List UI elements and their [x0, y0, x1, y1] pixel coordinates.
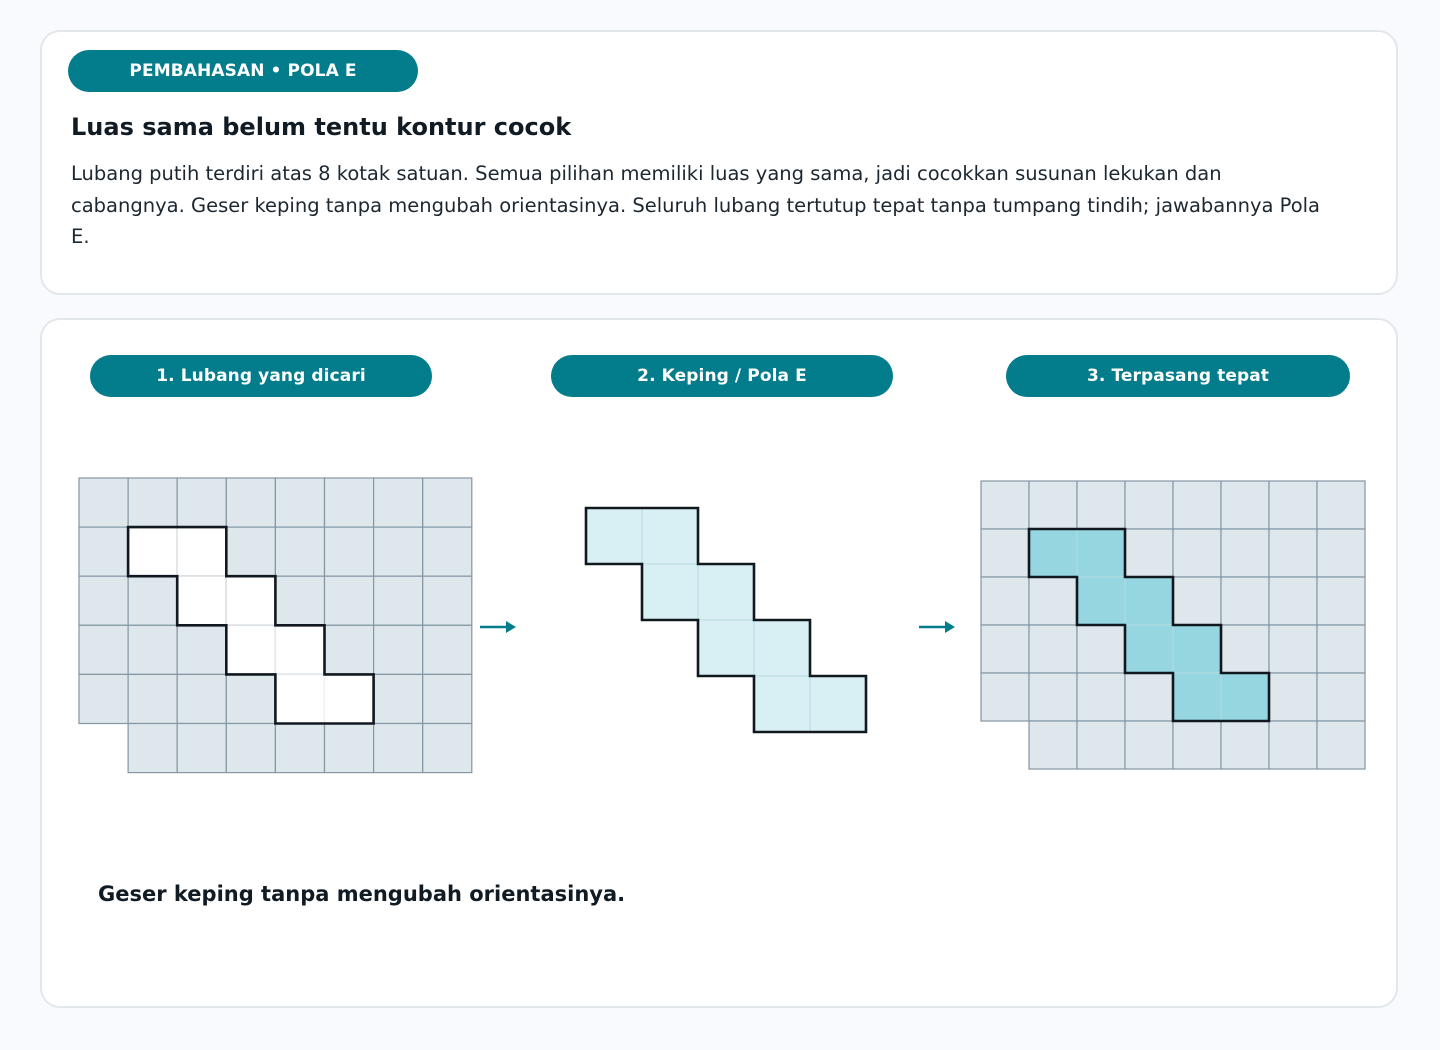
board-cell: [79, 625, 128, 674]
board-cell: [1077, 721, 1125, 769]
board-cell: [177, 478, 226, 527]
hole-cell-fill: [276, 675, 324, 723]
board-cell: [275, 576, 324, 625]
board-cell: [128, 674, 177, 723]
board-cell: [1317, 577, 1365, 625]
piece-cell: [754, 620, 810, 676]
board-cell: [423, 625, 472, 674]
piece-pattern-e: [586, 508, 866, 732]
board-cell: [128, 625, 177, 674]
board-cell: [1173, 721, 1221, 769]
placed-cell-fill: [1078, 578, 1125, 625]
placed-cell-fill: [1174, 626, 1221, 673]
placed-cell-fill: [1078, 530, 1125, 577]
board-cell: [1077, 481, 1125, 529]
board-cell: [1269, 721, 1317, 769]
board-cell: [128, 724, 177, 773]
board-cell: [1029, 577, 1077, 625]
board-cell: [1269, 529, 1317, 577]
arrow-right-icon: [919, 621, 955, 633]
board-cell: [128, 576, 177, 625]
placed-cell-fill: [1222, 674, 1269, 721]
board-cell: [1221, 625, 1269, 673]
step-3-label: 3. Terpasang tepat: [1006, 355, 1350, 397]
board-cell: [1221, 577, 1269, 625]
board-cell: [79, 674, 128, 723]
board-cell: [1221, 529, 1269, 577]
board-cell: [374, 625, 423, 674]
placed-cell-fill: [1126, 626, 1173, 673]
explanation-title: Luas sama belum tentu kontur cocok: [71, 113, 572, 141]
board-cell: [226, 527, 275, 576]
board-cell: [1269, 625, 1317, 673]
board-cell: [374, 674, 423, 723]
hole-cell-fill: [276, 626, 324, 674]
piece-cell: [810, 676, 866, 732]
board-cell: [1173, 481, 1221, 529]
board-cell: [981, 673, 1029, 721]
piece-cell: [754, 676, 810, 732]
board-cell: [1029, 673, 1077, 721]
board-cell: [325, 724, 374, 773]
diagram-caption: Geser keping tanpa mengubah orientasinya.: [98, 882, 626, 906]
hole-cell-fill: [227, 626, 275, 674]
placed-board: [981, 481, 1365, 769]
board-cell: [325, 625, 374, 674]
piece-cell: [698, 620, 754, 676]
board-cell: [325, 527, 374, 576]
board-cell: [1221, 721, 1269, 769]
board-cell: [1269, 577, 1317, 625]
board-cell: [423, 478, 472, 527]
board-cell: [1077, 673, 1125, 721]
board-cell: [128, 478, 177, 527]
board-cell: [981, 529, 1029, 577]
board-cell: [79, 527, 128, 576]
board-cell: [1269, 673, 1317, 721]
hole-cell-fill: [325, 675, 373, 723]
board-cell: [1317, 721, 1365, 769]
board-cell: [374, 576, 423, 625]
board-cell: [423, 576, 472, 625]
piece-cell: [642, 508, 698, 564]
section-badge: PEMBAHASAN • POLA E: [68, 50, 418, 92]
board-cell: [1173, 529, 1221, 577]
board-cell: [1317, 481, 1365, 529]
board-cell: [226, 478, 275, 527]
step-1-label: 1. Lubang yang dicari: [90, 355, 432, 397]
board-cell: [1029, 481, 1077, 529]
board-cell: [1029, 721, 1077, 769]
board-cell: [1221, 481, 1269, 529]
placed-cell-fill: [1126, 578, 1173, 625]
board-cell: [1317, 673, 1365, 721]
board-cell: [1173, 577, 1221, 625]
hole-cell-fill: [129, 528, 177, 576]
board-cell: [1125, 529, 1173, 577]
explanation-card: [40, 30, 1398, 295]
board-cell: [1317, 529, 1365, 577]
arrow-right-icon: [480, 621, 516, 633]
board-cell: [177, 724, 226, 773]
board-cell: [177, 674, 226, 723]
board-cell: [177, 625, 226, 674]
board-cell: [981, 577, 1029, 625]
hole-cell-fill: [227, 577, 275, 625]
piece-cell: [642, 564, 698, 620]
placed-cell-fill: [1030, 530, 1077, 577]
diagram-card: [40, 318, 1398, 1008]
board-cell: [423, 724, 472, 773]
board-cell: [325, 478, 374, 527]
board-cell: [1269, 481, 1317, 529]
board-cell: [226, 674, 275, 723]
board-cell: [1317, 625, 1365, 673]
board-cell: [981, 625, 1029, 673]
board-cell: [325, 576, 374, 625]
board-cell: [1125, 673, 1173, 721]
board-cell: [226, 724, 275, 773]
board-cell: [423, 674, 472, 723]
board-cell: [374, 478, 423, 527]
board-cell: [79, 478, 128, 527]
board-cell: [79, 576, 128, 625]
hole-board: [79, 478, 472, 773]
board-cell: [1077, 625, 1125, 673]
board-cell: [1029, 625, 1077, 673]
board-cell: [1125, 481, 1173, 529]
hole-cell-fill: [178, 528, 226, 576]
piece-cell: [698, 564, 754, 620]
step-2-label: 2. Keping / Pola E: [551, 355, 893, 397]
board-cell: [275, 478, 324, 527]
placed-cell-fill: [1174, 674, 1221, 721]
board-cell: [981, 481, 1029, 529]
board-cell: [275, 724, 324, 773]
board-cell: [275, 527, 324, 576]
board-cell: [423, 527, 472, 576]
board-cell: [1125, 721, 1173, 769]
hole-cell-fill: [178, 577, 226, 625]
board-cell: [374, 527, 423, 576]
piece-cell: [586, 508, 642, 564]
board-cell: [374, 724, 423, 773]
explanation-text: Lubang putih terdiri atas 8 kotak satuan. Semua pilihan memiliki luas yang sama, jadi cocokkan susunan lekukan dan cabangnya. Geser keping tanpa mengubah orientasinya. Seluruh lubang tertutup tepat tanpa tumpang tindih; jawabannya Pola E.: [71, 162, 1321, 248]
